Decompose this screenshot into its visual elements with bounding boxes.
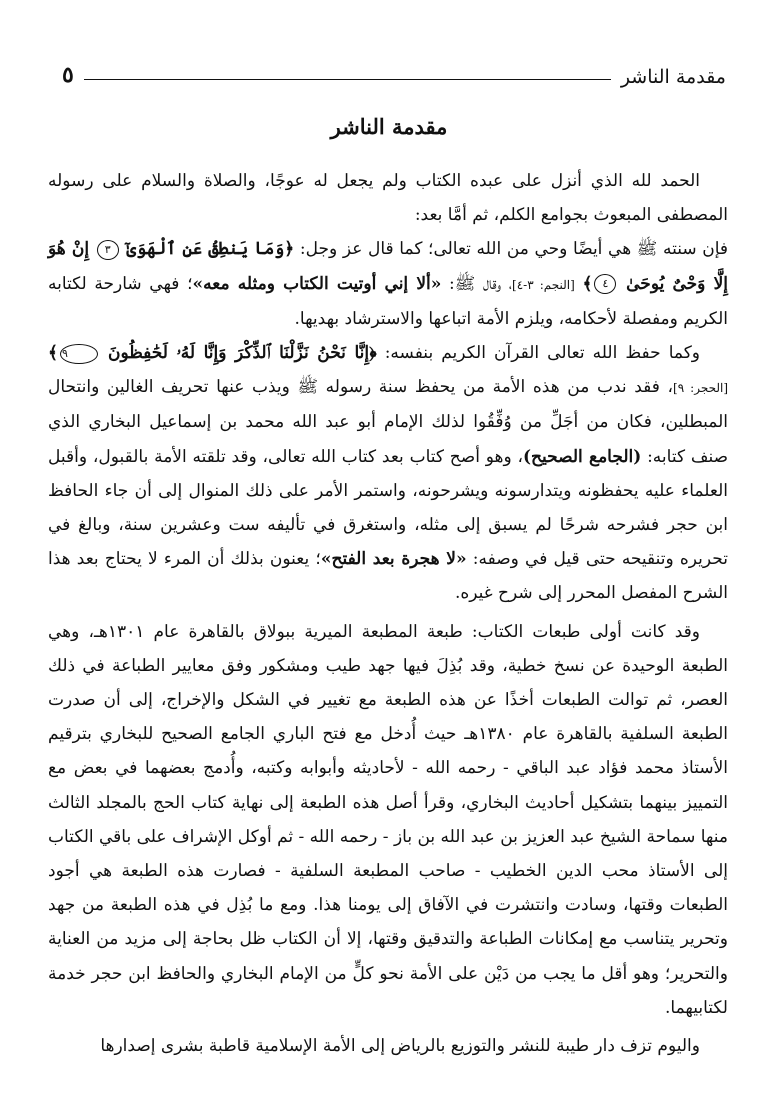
paragraph-today: واليوم تزف دار طيبة للنشر والتوزيع بالرياض إلى الأمة الإسلامية قاطبة بشرى إصدارها: [100, 1036, 700, 1057]
quran-verse-2: إِنْ هُوَ إِلَّا وَحْىٌ يُوحَىٰ: [48, 239, 728, 294]
p2-text-a: فإن سنته ﷺ هي أيضًا وحي من الله تعالى؛ كما قال عز وجل:: [299, 239, 729, 260]
page-number: ٥: [62, 62, 74, 88]
paragraph-preservation: [48, 336, 728, 611]
header-rule: [84, 79, 611, 80]
paragraph-editions: وقد كانت أولى طبعات الكتاب: طبعة المطبعة الميرية ببولاق بالقاهرة عام ١٣٠١هـ، وهي الطبعة الوحيدة عن نسخ خطية، وقد بُذِلَ فيها جهد طيب ومشكور وفق معايير الطباعة في ذلك العصر، ثم توالت الطبعات أخذًا عن هذه الطبعة مع تغيير في الشكل والإخراج، إلى أن صدرت الطبعة السلفية بالقاهرة عام ١٣٨٠هـ حيث أُدخل مع فتح الباري الجامع الصحيح للبخاري بترقيم الأستاذ محمد فؤاد عبد الباقي - رحمه الله - لأحاديثه وأبوابه وكتبه، وأُدمج بعضهما في بعض مع التمييز بينهما بتشكيل أحاديث البخاري، وقرأ أصل هذه الطبعة إلى نهاية كتاب الحج بالمجلد الثالث منها سماحة الشيخ عبد العزيز بن عبد الله بن باز - رحمه الله - ثم أوكل الإشراف على باقي الكتاب إلى الأستاذ محب الدين الخطيب - صاحب المطبعة السلفية - فصارت هذه الطبعة هي أجود الطبعات وقتها، وسادت وانتشرت في الآفاق إلى يومنا هذا. ومع ما بُذِل في هذه الطبعة من جهد وتحرير يتناسب مع إمكانات الطباعة والتدقيق وقتها، إلا أن الكتاب ظل بحاجة إلى مزيد من العناية والتحرير؛ وهو أقل ما يجب من دَيْن على الأمة نحو كلٍّ من الإمام البخاري والحافظ ابن حجر خدمة لكتابيهما.: [48, 621, 728, 1018]
verse-reference: [الحجر: ٩]: [673, 381, 728, 396]
saying-quote: «لا هجرة بعد الفتح»: [320, 549, 467, 570]
p2-text-c: ؛ فهي شارحة لكتابه الكريم ومفصلة لأحكامه، ويلزم الأمة اتباعها والاسترشاد بهديها.: [48, 273, 728, 329]
p3-text-a: وكما حفظ الله تعالى القرآن الكريم بنفسه:: [384, 343, 700, 364]
p3-text-d: ؛ يعنون بذلك أن المرء لا يحتاج بعد هذا الشرح المفصل المحرر إلى شرح غيره.: [48, 549, 728, 604]
paragraph-opening: الحمد لله الذي أنزل على عبده الكتاب ولم يجعل له عوجًا، والصلاة والسلام على رسوله المصطفى المبعوث بجوامع الكلم، ثم أمَّا بعد:: [48, 171, 728, 226]
hadith-quote: «ألا إني أوتيت الكتاب ومثله معه»: [192, 273, 442, 294]
quran-verse-3: ﴿إِنَّا نَحْنُ نَزَّلْنَا ٱلذِّكْرَ وَإِنَّا لَهُۥ لَحَٰفِظُونَ: [107, 343, 377, 364]
ayah-number-mark: ٣: [97, 240, 119, 260]
p2-text-b: ، وقال ﷺ:: [449, 273, 513, 294]
quran-bracket-close: ﴾: [582, 273, 593, 294]
ayah-number-mark: ٩: [60, 344, 98, 364]
section-title: مقدمة الناشر: [330, 114, 448, 139]
running-header-title: مقدمة الناشر: [620, 66, 726, 88]
body-text: [48, 164, 728, 1063]
p3-text-c: ، وهو أصح كتاب بعد كتاب الله تعالى، وقد تلقته الأمة بالقبول، وأقبل العلماء عليه يحفظونه ويتدارسونه ويشرحونه، واستمر الأمر على ذلك المنوال إلى أن جاء الحافظ ابن حجر فشرحه شرحًا لم يسبق إلى مثله، واستغرق في تأليفه ست وعشرين سنة، وبالغ في تحريره وتنقيحه حتى قيل في وصفه:: [48, 446, 728, 570]
verse-reference: [النجم: ٣-٤]: [512, 277, 575, 292]
book-title: (الجامع الصحيح): [522, 446, 642, 467]
quran-verse-1: ﴿وَمَا يَنطِقُ عَنِ ٱلْهَوَىٰٓ: [126, 239, 295, 260]
paragraph-sunnah: [48, 232, 728, 336]
running-header: [62, 58, 726, 88]
ayah-number-mark: ٤: [594, 274, 616, 294]
p3-text-b: ، فقد ندب من هذه الأمة من يحفظ سنة رسوله ﷺ ويذب عنها تحريف الغالين وانتحال المبطلين، فكان من أجَلِّ من وُفِّقُوا لذلك الإمام أبو عبد الله محمد بن إسماعيل البخاري الذي صنف كتابه:: [48, 377, 729, 467]
quran-bracket-close: ﴾: [48, 343, 58, 364]
